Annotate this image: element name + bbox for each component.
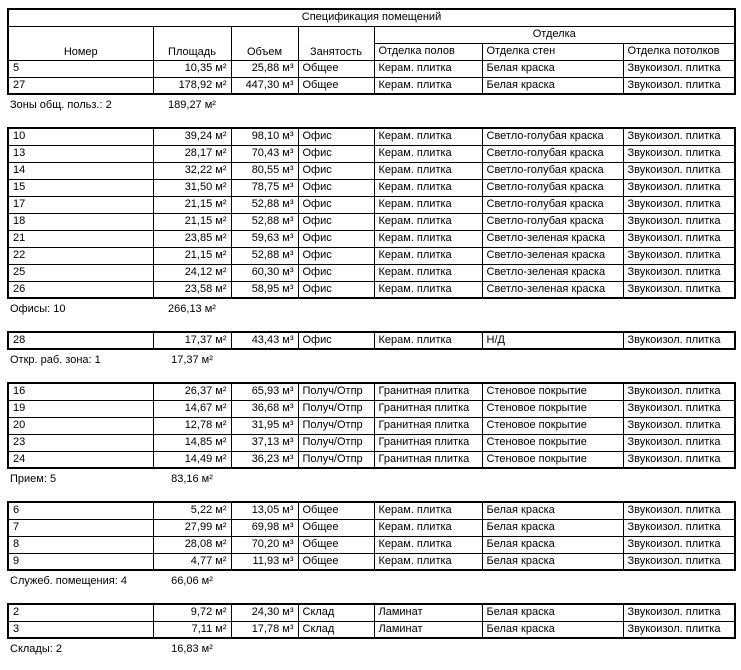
- cell-area: 23,85 м²: [153, 230, 231, 247]
- cell-area: 9,72 м²: [153, 604, 231, 621]
- cell-occupancy: Получ/Отпр: [298, 383, 374, 400]
- cell-wall-finish: Светло-голубая краска: [482, 162, 623, 179]
- cell-volume: 78,75 м³: [231, 179, 298, 196]
- cell-occupancy: Офис: [298, 230, 374, 247]
- cell-occupancy: Офис: [298, 179, 374, 196]
- cell-volume: 24,30 м³: [231, 604, 298, 621]
- cell-number: 10: [8, 128, 153, 145]
- cell-volume: 58,95 м³: [231, 281, 298, 298]
- cell-floor-finish: Гранитная плитка: [374, 400, 482, 417]
- room-row: [8, 519, 735, 536]
- room-row: [8, 60, 735, 77]
- cell-area: 39,24 м²: [153, 128, 231, 145]
- cell-volume: 37,13 м³: [231, 434, 298, 451]
- cell-number: 3: [8, 621, 153, 638]
- cell-occupancy: Общее: [298, 77, 374, 94]
- cell-number: 8: [8, 536, 153, 553]
- room-row: [8, 281, 735, 298]
- cell-floor-finish: Гранитная плитка: [374, 434, 482, 451]
- cell-occupancy: Общее: [298, 553, 374, 570]
- cell-area: 178,92 м²: [153, 77, 231, 94]
- cell-floor-finish: Гранитная плитка: [374, 417, 482, 434]
- cell-area: 21,15 м²: [153, 196, 231, 213]
- room-row: [8, 213, 735, 230]
- cell-ceiling-finish: Звукоизол. плитка: [623, 247, 735, 264]
- cell-ceiling-finish: Звукоизол. плитка: [623, 451, 735, 468]
- cell-number: 24: [8, 451, 153, 468]
- cell-floor-finish: Керам. плитка: [374, 60, 482, 77]
- cell-number: 26: [8, 281, 153, 298]
- cell-ceiling-finish: Звукоизол. плитка: [623, 383, 735, 400]
- cell-volume: 59,63 м³: [231, 230, 298, 247]
- cell-volume: 31,95 м³: [231, 417, 298, 434]
- room-row: [8, 264, 735, 281]
- cell-area: 23,58 м²: [153, 281, 231, 298]
- summary-area: 189,27 м²: [168, 98, 216, 111]
- summary-area: 66,06 м²: [171, 574, 213, 587]
- cell-wall-finish: Светло-зеленая краска: [482, 247, 623, 264]
- cell-number: 5: [8, 60, 153, 77]
- cell-wall-finish: Светло-голубая краска: [482, 128, 623, 145]
- cell-wall-finish: Белая краска: [482, 502, 623, 519]
- cell-occupancy: Офис: [298, 247, 374, 264]
- cell-wall-finish: Светло-голубая краска: [482, 196, 623, 213]
- cell-area: 26,37 м²: [153, 383, 231, 400]
- cell-ceiling-finish: Звукоизол. плитка: [623, 264, 735, 281]
- cell-volume: 98,10 м³: [231, 128, 298, 145]
- cell-wall-finish: Стеновое покрытие: [482, 451, 623, 468]
- cell-volume: 17,78 м³: [231, 621, 298, 638]
- room-row: [8, 400, 735, 417]
- cell-ceiling-finish: Звукоизол. плитка: [623, 502, 735, 519]
- schedule-section-storage: [7, 603, 736, 639]
- group-summary: [7, 573, 741, 589]
- col-header-wall-finish: Отделка стен: [482, 43, 623, 60]
- room-row: [8, 179, 735, 196]
- summary-area: 17,37 м²: [171, 353, 213, 366]
- group-summary: [7, 301, 741, 317]
- cell-ceiling-finish: Звукоизол. плитка: [623, 196, 735, 213]
- cell-volume: 11,93 м³: [231, 553, 298, 570]
- summary-label: Офисы: 10: [10, 302, 66, 315]
- cell-floor-finish: Керам. плитка: [374, 162, 482, 179]
- cell-wall-finish: Светло-зеленая краска: [482, 264, 623, 281]
- cell-area: 12,78 м²: [153, 417, 231, 434]
- summary-label: Служеб. помещения: 4: [10, 574, 127, 587]
- cell-floor-finish: Керам. плитка: [374, 536, 482, 553]
- summary-label: Прием: 5: [10, 472, 57, 485]
- cell-ceiling-finish: Звукоизол. плитка: [623, 417, 735, 434]
- cell-number: 23: [8, 434, 153, 451]
- cell-floor-finish: Керам. плитка: [374, 145, 482, 162]
- cell-volume: 52,88 м³: [231, 196, 298, 213]
- cell-occupancy: Офис: [298, 196, 374, 213]
- cell-area: 21,15 м²: [153, 213, 231, 230]
- cell-wall-finish: Стеновое покрытие: [482, 383, 623, 400]
- cell-ceiling-finish: Звукоизол. плитка: [623, 281, 735, 298]
- cell-wall-finish: Белая краска: [482, 621, 623, 638]
- schedule-section-open-work-zone: [7, 331, 736, 350]
- schedule-section-service-rooms: [7, 501, 736, 571]
- cell-floor-finish: Керам. плитка: [374, 264, 482, 281]
- cell-area: 24,12 м²: [153, 264, 231, 281]
- summary-area: 83,16 м²: [171, 472, 213, 485]
- room-row: [8, 383, 735, 400]
- cell-wall-finish: Н/Д: [482, 332, 623, 349]
- room-row: [8, 128, 735, 145]
- summary-area: 266,13 м²: [168, 302, 216, 315]
- room-row: [8, 247, 735, 264]
- cell-volume: 36,68 м³: [231, 400, 298, 417]
- room-row: [8, 451, 735, 468]
- cell-volume: 69,98 м³: [231, 519, 298, 536]
- cell-floor-finish: Керам. плитка: [374, 213, 482, 230]
- room-row: [8, 230, 735, 247]
- cell-wall-finish: Стеновое покрытие: [482, 400, 623, 417]
- cell-volume: 13,05 м³: [231, 502, 298, 519]
- cell-floor-finish: Керам. плитка: [374, 502, 482, 519]
- cell-floor-finish: Керам. плитка: [374, 230, 482, 247]
- col-header-occupancy: Занятость: [298, 26, 374, 60]
- cell-occupancy: Общее: [298, 60, 374, 77]
- cell-area: 14,85 м²: [153, 434, 231, 451]
- cell-floor-finish: Керам. плитка: [374, 128, 482, 145]
- cell-wall-finish: Светло-зеленая краска: [482, 281, 623, 298]
- cell-floor-finish: Керам. плитка: [374, 179, 482, 196]
- cell-wall-finish: Стеновое покрытие: [482, 417, 623, 434]
- cell-area: 32,22 м²: [153, 162, 231, 179]
- cell-ceiling-finish: Звукоизол. плитка: [623, 128, 735, 145]
- cell-ceiling-finish: Звукоизол. плитка: [623, 519, 735, 536]
- cell-number: 16: [8, 383, 153, 400]
- cell-occupancy: Общее: [298, 536, 374, 553]
- cell-floor-finish: Керам. плитка: [374, 332, 482, 349]
- room-specification-schedule: [7, 8, 741, 657]
- cell-ceiling-finish: Звукоизол. плитка: [623, 604, 735, 621]
- cell-occupancy: Общее: [298, 519, 374, 536]
- cell-occupancy: Получ/Отпр: [298, 434, 374, 451]
- col-header-area: Площадь: [153, 26, 231, 60]
- cell-area: 21,15 м²: [153, 247, 231, 264]
- cell-area: 31,50 м²: [153, 179, 231, 196]
- cell-number: 2: [8, 604, 153, 621]
- cell-occupancy: Офис: [298, 162, 374, 179]
- schedule-section-reception: [7, 382, 736, 469]
- cell-number: 25: [8, 264, 153, 281]
- cell-number: 28: [8, 332, 153, 349]
- cell-number: 18: [8, 213, 153, 230]
- cell-occupancy: Офис: [298, 281, 374, 298]
- cell-floor-finish: Керам. плитка: [374, 196, 482, 213]
- cell-wall-finish: Белая краска: [482, 553, 623, 570]
- cell-number: 22: [8, 247, 153, 264]
- cell-floor-finish: Керам. плитка: [374, 519, 482, 536]
- room-row: [8, 553, 735, 570]
- group-summary: [7, 641, 741, 657]
- col-header-volume: Объем: [231, 26, 298, 60]
- cell-area: 28,08 м²: [153, 536, 231, 553]
- room-row: [8, 502, 735, 519]
- summary-label: Склады: 2: [10, 642, 62, 655]
- cell-wall-finish: Светло-голубая краска: [482, 179, 623, 196]
- cell-ceiling-finish: Звукоизол. плитка: [623, 621, 735, 638]
- schedule-section-offices: [7, 127, 736, 299]
- cell-ceiling-finish: Звукоизол. плитка: [623, 400, 735, 417]
- cell-number: 20: [8, 417, 153, 434]
- group-summary: [7, 97, 741, 113]
- cell-ceiling-finish: Звукоизол. плитка: [623, 434, 735, 451]
- cell-wall-finish: Белая краска: [482, 77, 623, 94]
- cell-volume: 52,88 м³: [231, 247, 298, 264]
- cell-number: 13: [8, 145, 153, 162]
- cell-number: 7: [8, 519, 153, 536]
- cell-number: 9: [8, 553, 153, 570]
- cell-occupancy: Офис: [298, 264, 374, 281]
- cell-occupancy: Получ/Отпр: [298, 451, 374, 468]
- cell-volume: 447,30 м³: [231, 77, 298, 94]
- cell-volume: 60,30 м³: [231, 264, 298, 281]
- cell-wall-finish: Белая краска: [482, 60, 623, 77]
- schedule-title: Спецификация помещений: [8, 9, 735, 26]
- cell-volume: 80,55 м³: [231, 162, 298, 179]
- cell-occupancy: Получ/Отпр: [298, 400, 374, 417]
- cell-ceiling-finish: Звукоизол. плитка: [623, 77, 735, 94]
- group-summary: [7, 352, 741, 368]
- cell-number: 27: [8, 77, 153, 94]
- cell-area: 10,35 м²: [153, 60, 231, 77]
- cell-number: 14: [8, 162, 153, 179]
- cell-volume: 65,93 м³: [231, 383, 298, 400]
- cell-number: 21: [8, 230, 153, 247]
- room-row: [8, 162, 735, 179]
- cell-occupancy: Офис: [298, 332, 374, 349]
- cell-ceiling-finish: Звукоизол. плитка: [623, 332, 735, 349]
- cell-area: 27,99 м²: [153, 519, 231, 536]
- cell-area: 5,22 м²: [153, 502, 231, 519]
- cell-ceiling-finish: Звукоизол. плитка: [623, 213, 735, 230]
- room-row: [8, 77, 735, 94]
- room-row: [8, 332, 735, 349]
- cell-number: 17: [8, 196, 153, 213]
- cell-ceiling-finish: Звукоизол. плитка: [623, 162, 735, 179]
- cell-occupancy: Офис: [298, 213, 374, 230]
- col-header-floor-finish: Отделка полов: [374, 43, 482, 60]
- cell-area: 28,17 м²: [153, 145, 231, 162]
- cell-floor-finish: Керам. плитка: [374, 553, 482, 570]
- cell-ceiling-finish: Звукоизол. плитка: [623, 230, 735, 247]
- room-row: [8, 536, 735, 553]
- cell-floor-finish: Ламинат: [374, 621, 482, 638]
- finish-group-header: Отделка: [374, 26, 735, 43]
- cell-volume: 25,88 м³: [231, 60, 298, 77]
- cell-wall-finish: Светло-голубая краска: [482, 213, 623, 230]
- cell-number: 6: [8, 502, 153, 519]
- cell-wall-finish: Белая краска: [482, 536, 623, 553]
- summary-label: Зоны общ. польз.: 2: [10, 98, 112, 111]
- room-row: [8, 145, 735, 162]
- col-header-ceiling-finish: Отделка потолков: [623, 43, 735, 60]
- cell-ceiling-finish: Звукоизол. плитка: [623, 179, 735, 196]
- cell-floor-finish: Керам. плитка: [374, 77, 482, 94]
- cell-wall-finish: Светло-зеленая краска: [482, 230, 623, 247]
- cell-floor-finish: Керам. плитка: [374, 247, 482, 264]
- cell-area: 7,11 м²: [153, 621, 231, 638]
- cell-area: 14,67 м²: [153, 400, 231, 417]
- cell-occupancy: Офис: [298, 128, 374, 145]
- col-header-number: Номер: [8, 26, 153, 60]
- cell-ceiling-finish: Звукоизол. плитка: [623, 145, 735, 162]
- cell-occupancy: Склад: [298, 621, 374, 638]
- room-row: [8, 621, 735, 638]
- cell-ceiling-finish: Звукоизол. плитка: [623, 553, 735, 570]
- cell-ceiling-finish: Звукоизол. плитка: [623, 60, 735, 77]
- cell-floor-finish: Гранитная плитка: [374, 383, 482, 400]
- cell-area: 4,77 м²: [153, 553, 231, 570]
- cell-area: 17,37 м²: [153, 332, 231, 349]
- summary-area: 16,83 м²: [171, 642, 213, 655]
- cell-wall-finish: Белая краска: [482, 519, 623, 536]
- cell-floor-finish: Ламинат: [374, 604, 482, 621]
- room-row: [8, 417, 735, 434]
- room-row: [8, 196, 735, 213]
- cell-wall-finish: Стеновое покрытие: [482, 434, 623, 451]
- cell-occupancy: Офис: [298, 145, 374, 162]
- cell-wall-finish: Белая краска: [482, 604, 623, 621]
- group-summary: [7, 471, 741, 487]
- room-row: [8, 434, 735, 451]
- cell-occupancy: Общее: [298, 502, 374, 519]
- room-row: [8, 604, 735, 621]
- cell-number: 19: [8, 400, 153, 417]
- cell-volume: 43,43 м³: [231, 332, 298, 349]
- cell-volume: 36,23 м³: [231, 451, 298, 468]
- cell-number: 15: [8, 179, 153, 196]
- cell-volume: 70,20 м³: [231, 536, 298, 553]
- schedule-section-common-zones: [7, 8, 736, 95]
- cell-volume: 70,43 м³: [231, 145, 298, 162]
- summary-label: Откр. раб. зона: 1: [10, 353, 101, 366]
- cell-ceiling-finish: Звукоизол. плитка: [623, 536, 735, 553]
- cell-area: 14,49 м²: [153, 451, 231, 468]
- cell-floor-finish: Керам. плитка: [374, 281, 482, 298]
- cell-floor-finish: Гранитная плитка: [374, 451, 482, 468]
- cell-occupancy: Склад: [298, 604, 374, 621]
- cell-occupancy: Получ/Отпр: [298, 417, 374, 434]
- cell-wall-finish: Светло-голубая краска: [482, 145, 623, 162]
- cell-volume: 52,88 м³: [231, 213, 298, 230]
